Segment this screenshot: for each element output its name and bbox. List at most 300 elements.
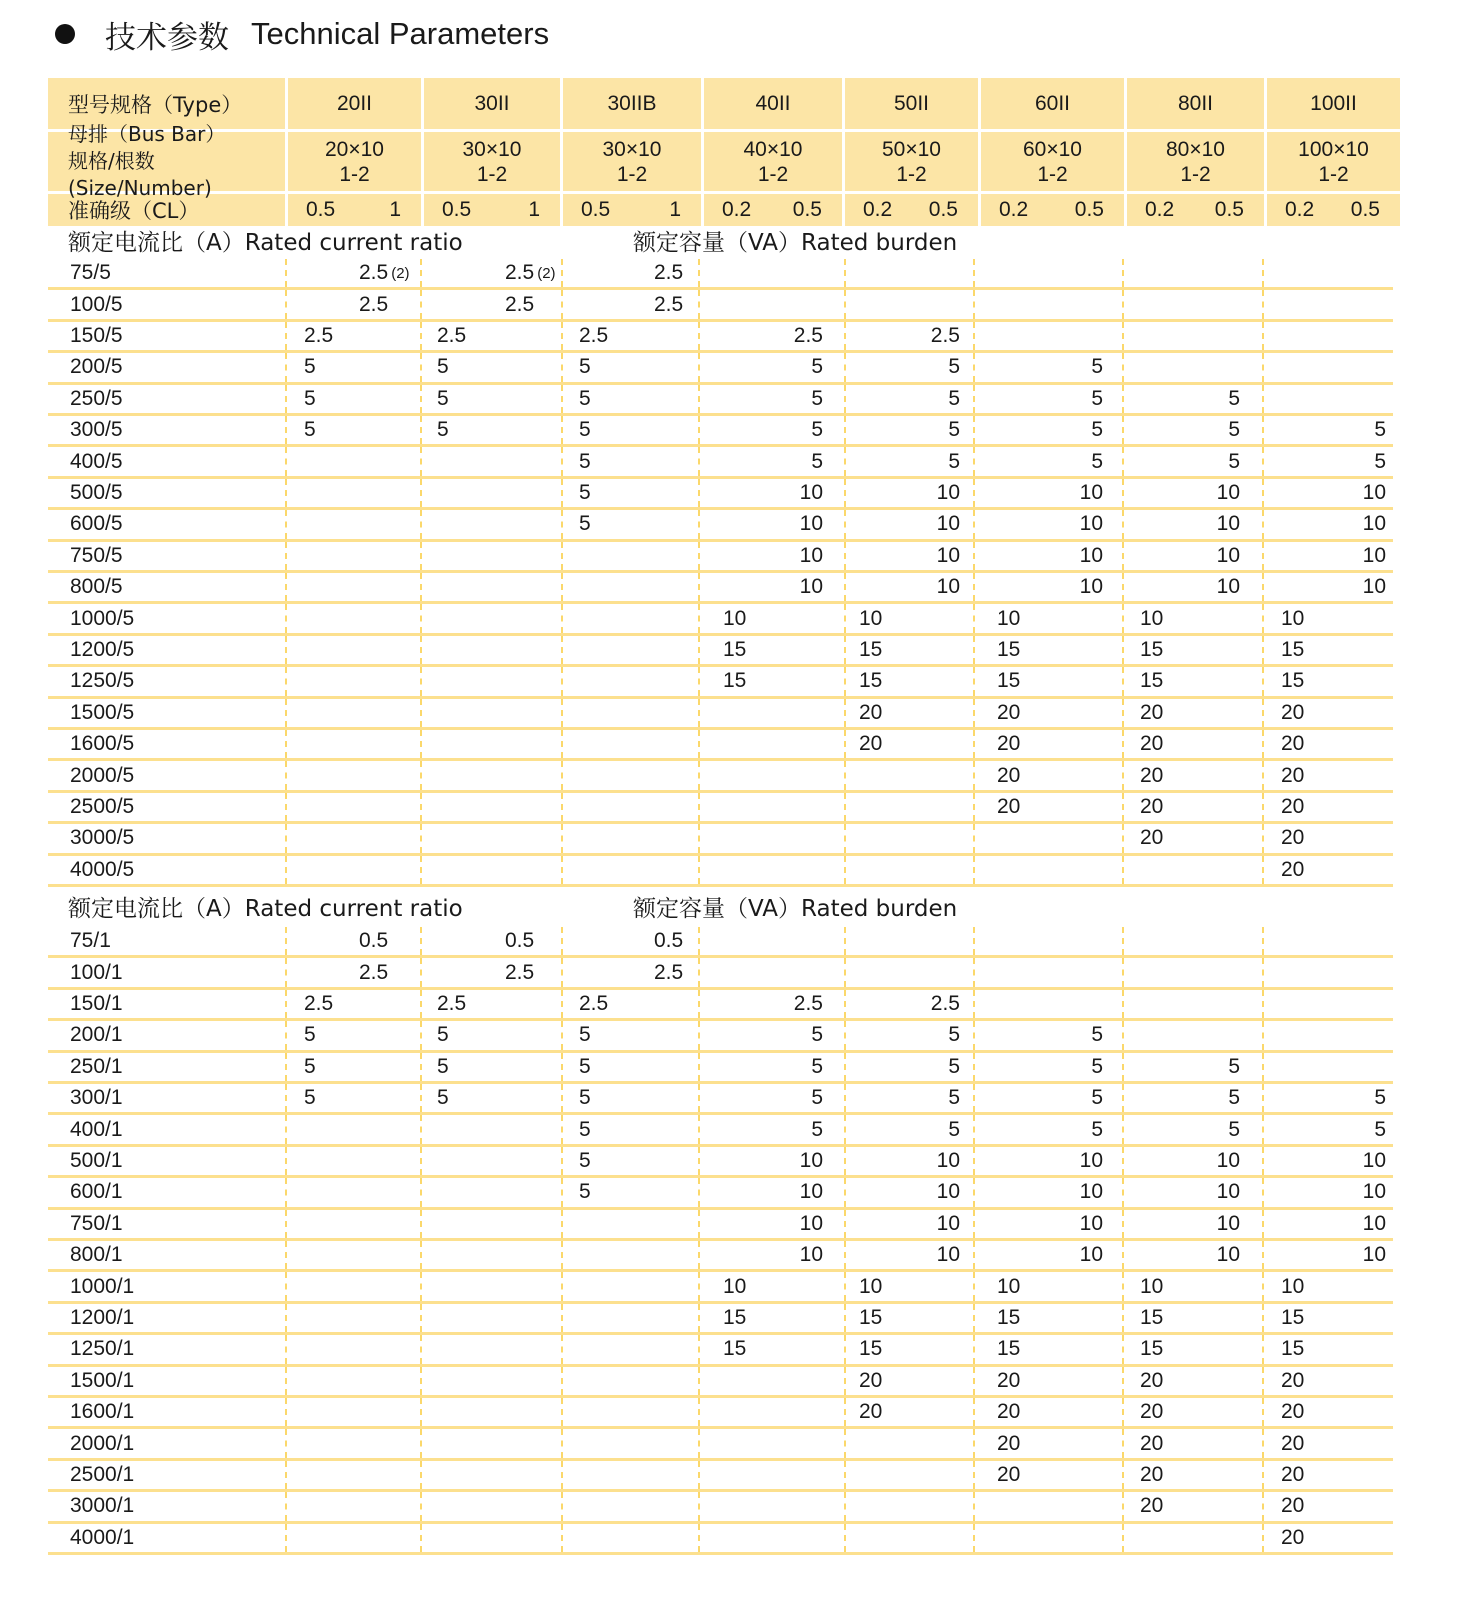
burden-value: 15: [723, 1305, 747, 1329]
burden-cell: [1281, 1335, 1304, 1363]
column-divider: [698, 1524, 700, 1552]
burden-value: 2.5: [437, 991, 467, 1015]
column-divider: [1262, 1053, 1264, 1081]
burden-value: 10: [799, 512, 823, 536]
burden-cell: [763, 1021, 823, 1049]
burden-cell: [654, 927, 683, 955]
column-divider: [285, 958, 287, 986]
column-divider: [973, 1053, 975, 1081]
burden-value: 2.5: [304, 323, 334, 347]
burden-cell: [723, 636, 746, 664]
column-divider: [285, 856, 287, 884]
type-name: 40II: [755, 91, 791, 115]
burden-cell: [997, 793, 1020, 821]
burden-value: 10: [1216, 543, 1240, 567]
cl-pair: [981, 198, 1124, 222]
column-divider: [1262, 730, 1264, 758]
burden-cell: [997, 699, 1020, 727]
burden-cell: [900, 1210, 960, 1238]
column-divider: [420, 856, 422, 884]
burden-value: 15: [1281, 1337, 1305, 1361]
burden-value: 10: [1362, 1211, 1386, 1235]
column-divider: [844, 1053, 846, 1081]
burden-cell: [304, 1084, 316, 1112]
column-divider: [973, 856, 975, 884]
burden-cell: [654, 958, 683, 986]
table-row: [48, 353, 1393, 384]
column-divider: [973, 1367, 975, 1395]
burden-value: 5: [948, 355, 960, 379]
column-divider: [844, 447, 846, 475]
burden-value: 5: [437, 1086, 449, 1110]
burden-value: 2.5: [793, 323, 823, 347]
burden-value: 20: [1281, 1400, 1305, 1424]
burden-value: 5: [304, 1023, 316, 1047]
ratio-cell: 300/1: [70, 1086, 123, 1110]
burden-value: 20: [997, 1431, 1021, 1455]
burden-value: 2.5: [654, 960, 684, 984]
column-divider: [561, 1210, 563, 1238]
column-divider: [1122, 1178, 1124, 1206]
busbar-size: 40×10: [743, 137, 803, 161]
column-divider: [561, 990, 563, 1018]
column-divider: [420, 636, 422, 664]
cl-pair: [845, 198, 978, 222]
burden-value: 20: [997, 1462, 1021, 1486]
burden-cell: [304, 322, 333, 350]
busbar-number: 1-2: [1180, 162, 1211, 186]
burden-value: 20: [1281, 826, 1305, 850]
burden-value: 20: [997, 1368, 1021, 1392]
burden-value: 0.5: [505, 929, 535, 953]
burden-value: 5: [948, 418, 960, 442]
burden-value: 5: [811, 1054, 823, 1078]
burden-value: 5: [304, 386, 316, 410]
column-divider: [844, 604, 846, 632]
cl-pair: [1127, 198, 1264, 222]
column-divider: [561, 542, 563, 570]
burden-cell: [859, 1335, 882, 1363]
column-divider: [844, 1492, 846, 1520]
column-divider: [420, 1178, 422, 1206]
burden-cell: [1180, 1053, 1240, 1081]
burden-value: 5: [579, 1148, 591, 1172]
column-divider: [973, 604, 975, 632]
column-divider: [420, 1053, 422, 1081]
column-divider: [698, 761, 700, 789]
table-row: [48, 1021, 1393, 1052]
burden-cell: [763, 573, 823, 601]
column-divider: [285, 824, 287, 852]
burden-cell: [1281, 793, 1304, 821]
type-name: 30II: [474, 91, 510, 115]
burden-value: 10: [1216, 480, 1240, 504]
column-divider: [698, 416, 700, 444]
burden-cell: [437, 416, 449, 444]
burden-value: 2.5: [505, 960, 535, 984]
column-divider: [973, 761, 975, 789]
burden-value: 10: [936, 543, 960, 567]
column-divider: [285, 667, 287, 695]
burden-cell: [1180, 385, 1240, 413]
type-cell: [288, 78, 424, 129]
column-divider: [844, 1524, 846, 1552]
burden-cell: [579, 1178, 591, 1206]
burden-cell: [859, 1367, 882, 1395]
column-divider: [1262, 1021, 1264, 1049]
burden-cell: [1140, 824, 1163, 852]
column-divider: [973, 1241, 975, 1269]
burden-cell: [579, 510, 591, 538]
column-divider: [844, 1272, 846, 1300]
burden-cell: [763, 1053, 823, 1081]
burden-value: 20: [1140, 763, 1164, 787]
column-divider: [420, 958, 422, 986]
burden-cell: [437, 1021, 449, 1049]
burden-value: 2.5: [505, 292, 535, 316]
type-label: 型号规格（Type）: [68, 92, 243, 117]
column-divider: [973, 1398, 975, 1426]
ratio-cell: 100/1: [70, 960, 123, 984]
column-divider: [420, 1241, 422, 1269]
table-row: [48, 856, 1393, 887]
column-divider: [973, 1524, 975, 1552]
column-divider: [285, 793, 287, 821]
burden-value: 10: [859, 1274, 883, 1298]
ratio-cell: 200/5: [70, 355, 123, 379]
burden-value: 20: [1281, 732, 1305, 756]
cl-cell: [424, 194, 563, 226]
burden-cell: [304, 353, 316, 381]
burden-value: 5: [1228, 1117, 1240, 1141]
burden-value: 10: [859, 606, 883, 630]
column-divider: [844, 1084, 846, 1112]
column-divider: [420, 604, 422, 632]
burden-cell: [723, 1304, 746, 1332]
column-divider: [285, 322, 287, 350]
column-divider: [844, 1241, 846, 1269]
column-divider: [420, 667, 422, 695]
column-divider: [561, 416, 563, 444]
column-divider: [420, 479, 422, 507]
burden-cell: [1140, 699, 1163, 727]
busbar-number: 1-2: [1318, 162, 1349, 186]
table-row: [48, 1084, 1393, 1115]
burden-value: 10: [799, 575, 823, 599]
column-divider: [973, 385, 975, 413]
parameters-header: [48, 78, 1400, 226]
burden-value: 5: [1228, 386, 1240, 410]
column-divider: [1122, 1272, 1124, 1300]
burden-value: 20: [1281, 794, 1305, 818]
burden-cell: [997, 667, 1020, 695]
burden-cell: [505, 290, 534, 318]
burden-cell: [437, 385, 449, 413]
table-row: [48, 1398, 1393, 1429]
column-divider: [698, 730, 700, 758]
column-divider: [698, 1461, 700, 1489]
ratio-cell: 150/1: [70, 991, 123, 1015]
column-divider: [285, 1084, 287, 1112]
column-divider: [561, 927, 563, 955]
burden-value: 5: [948, 1117, 960, 1141]
burden-cell: [1043, 447, 1103, 475]
busbar-cell: [1127, 132, 1267, 191]
table-row: [48, 1272, 1393, 1303]
table-row: [48, 1178, 1393, 1209]
type-name: 100II: [1310, 91, 1357, 115]
column-divider: [844, 958, 846, 986]
column-divider: [1262, 1210, 1264, 1238]
column-divider: [285, 510, 287, 538]
burden-value: 10: [1079, 1211, 1103, 1235]
accuracy-class-row: [48, 194, 1400, 226]
column-divider: [844, 1461, 846, 1489]
ratio-cell: 4000/1: [70, 1525, 135, 1549]
busbar-cell: [424, 132, 563, 191]
burden-value: 2.5: [437, 323, 467, 347]
burden-value: 10: [1140, 1274, 1164, 1298]
burden-cell: [1140, 667, 1163, 695]
busbar-cell: [1267, 132, 1400, 191]
column-divider: [1262, 636, 1264, 664]
burden-value: 5: [579, 1054, 591, 1078]
burden-value: 5: [811, 386, 823, 410]
burden-value: 20: [1281, 1525, 1305, 1549]
burden-value: 2.5: [793, 991, 823, 1015]
burden-cell: [579, 479, 591, 507]
ratio-cell: 3000/1: [70, 1494, 135, 1518]
burden-cell: [723, 1335, 746, 1363]
column-divider: [973, 259, 975, 287]
column-divider: [973, 1084, 975, 1112]
ratio-cell: 750/1: [70, 1211, 123, 1235]
burden-value: 20: [859, 1400, 883, 1424]
burden-cell: [997, 761, 1020, 789]
burden-cell: [1281, 1398, 1304, 1426]
burden-value: 10: [1362, 1180, 1386, 1204]
column-divider: [561, 824, 563, 852]
burden-cell: [1180, 479, 1240, 507]
burden-value: 10: [1216, 1180, 1240, 1204]
cl-pair: [563, 198, 701, 222]
cl-value: 0.5: [928, 198, 958, 221]
burden-value: 5: [811, 355, 823, 379]
burden-cell: [859, 604, 882, 632]
column-divider: [285, 447, 287, 475]
burden-cell: [1140, 1398, 1163, 1426]
column-divider: [844, 1178, 846, 1206]
burden-cell: [1180, 510, 1240, 538]
column-divider: [1262, 573, 1264, 601]
burden-value: 5: [811, 418, 823, 442]
table-row: [48, 761, 1393, 792]
burden-value: 5: [437, 386, 449, 410]
burden-cell: [900, 322, 960, 350]
column-divider: [698, 1147, 700, 1175]
column-divider: [1262, 290, 1264, 318]
column-divider: [1262, 793, 1264, 821]
burden-cell: [579, 1084, 591, 1112]
burden-cell: [579, 447, 591, 475]
column-divider: [844, 636, 846, 664]
column-divider: [1262, 322, 1264, 350]
column-divider: [844, 479, 846, 507]
column-divider: [420, 1367, 422, 1395]
busbar-cell: [563, 132, 704, 191]
column-divider: [1122, 1304, 1124, 1332]
burden-cell: [579, 416, 591, 444]
column-divider: [844, 259, 846, 287]
burden-value: 10: [1140, 606, 1164, 630]
column-divider: [973, 699, 975, 727]
burden-cell: [997, 1461, 1020, 1489]
burden-cell: [1180, 1178, 1240, 1206]
burden-cell: [579, 1147, 591, 1175]
burden-cell: [1281, 1304, 1304, 1332]
column-divider: [420, 1461, 422, 1489]
burden-value: 10: [799, 1148, 823, 1172]
burden-cell: [1180, 573, 1240, 601]
burden-value: 5: [579, 449, 591, 473]
ratio-cell: 1500/5: [70, 700, 135, 724]
burden-cell: [1180, 416, 1240, 444]
table-row: [48, 1367, 1393, 1398]
burden-value: 10: [799, 1180, 823, 1204]
burden-cell: [997, 1272, 1020, 1300]
burden-cell: [900, 353, 960, 381]
burden-value: 15: [1140, 1337, 1164, 1361]
cl-value: 0.5: [306, 198, 336, 221]
burden-cell: [1180, 1115, 1240, 1143]
burden-cell: [1043, 1053, 1103, 1081]
table-row: [48, 1492, 1393, 1523]
burden-value: 20: [997, 732, 1021, 756]
column-divider: [561, 510, 563, 538]
column-divider: [698, 793, 700, 821]
column-divider: [1122, 958, 1124, 986]
page-title: [55, 14, 549, 54]
burden-cell: [579, 322, 608, 350]
column-divider: [698, 290, 700, 318]
ratio-cell: 100/5: [70, 292, 123, 316]
busbar-number: 1-2: [476, 162, 508, 186]
burden-cell: [859, 699, 882, 727]
type-cell: [563, 78, 704, 129]
column-divider: [844, 1429, 846, 1457]
column-divider: [1122, 1210, 1124, 1238]
column-divider: [561, 290, 563, 318]
burden-value: 5: [579, 355, 591, 379]
column-divider: [1262, 510, 1264, 538]
burden-cell: [1140, 636, 1163, 664]
burden-value: 5: [948, 386, 960, 410]
column-divider: [844, 416, 846, 444]
column-divider: [420, 1398, 422, 1426]
column-divider: [285, 1178, 287, 1206]
column-divider: [1122, 322, 1124, 350]
burden-value: 15: [997, 637, 1021, 661]
burden-cell: [1326, 1084, 1386, 1112]
column-divider: [1262, 604, 1264, 632]
burden-cell: [1281, 1524, 1304, 1552]
column-divider: [285, 1524, 287, 1552]
column-divider: [285, 1335, 287, 1363]
burden-value: 10: [1079, 480, 1103, 504]
column-divider: [420, 824, 422, 852]
burden-cell: [997, 1398, 1020, 1426]
column-divider: [844, 542, 846, 570]
busbar-cell: [704, 132, 845, 191]
column-divider: [973, 667, 975, 695]
column-divider: [1122, 542, 1124, 570]
column-divider: [420, 927, 422, 955]
column-divider: [698, 699, 700, 727]
busbar-spec: [1298, 137, 1369, 187]
column-divider: [698, 1053, 700, 1081]
burden-value: 15: [1140, 669, 1164, 693]
ratio-cell: 1200/1: [70, 1305, 135, 1329]
busbar-label-line1: 母排（Bus Bar）: [68, 122, 226, 146]
burden-cell: [654, 290, 683, 318]
burden-cell: [723, 1272, 746, 1300]
burden-cell: [859, 1304, 882, 1332]
column-divider: [973, 1461, 975, 1489]
cl-value: 1: [669, 198, 681, 221]
title-zh: 技术参数: [105, 19, 229, 56]
column-divider: [1122, 699, 1124, 727]
column-divider: [1262, 856, 1264, 884]
column-divider: [844, 927, 846, 955]
burden-cell: [997, 1367, 1020, 1395]
burden-value: 10: [1216, 1211, 1240, 1235]
burden-value: 5: [1091, 418, 1103, 442]
burden-cell: [1043, 353, 1103, 381]
column-divider: [285, 730, 287, 758]
column-divider: [561, 730, 563, 758]
burden-cell: [900, 1053, 960, 1081]
column-divider: [698, 1304, 700, 1332]
column-divider: [561, 958, 563, 986]
column-divider: [844, 322, 846, 350]
column-divider: [1122, 1053, 1124, 1081]
burden-cell: [437, 322, 466, 350]
column-divider: [1262, 1241, 1264, 1269]
column-divider: [844, 730, 846, 758]
burden-cell: [1140, 761, 1163, 789]
burden-cell: [997, 1335, 1020, 1363]
column-divider: [420, 416, 422, 444]
column-divider: [285, 699, 287, 727]
burden-value: 2.5: [505, 261, 535, 285]
burden-value: 5: [1228, 1054, 1240, 1078]
cl-pair: [288, 198, 421, 222]
column-divider: [1122, 573, 1124, 601]
table-row: [48, 542, 1393, 573]
burden-value: 15: [723, 1337, 747, 1361]
burden-value: 20: [1281, 1368, 1305, 1392]
bullet-icon: [55, 24, 75, 44]
column-divider: [1262, 259, 1264, 287]
burden-value: 10: [1079, 1148, 1103, 1172]
burden-cell: [763, 447, 823, 475]
burden-value: 10: [936, 1243, 960, 1267]
ratio-cell: 400/1: [70, 1117, 123, 1141]
burden-value: 15: [997, 1337, 1021, 1361]
ratio-cell: 75/1: [70, 929, 111, 953]
burden-value: 10: [1216, 575, 1240, 599]
column-divider: [698, 1367, 700, 1395]
